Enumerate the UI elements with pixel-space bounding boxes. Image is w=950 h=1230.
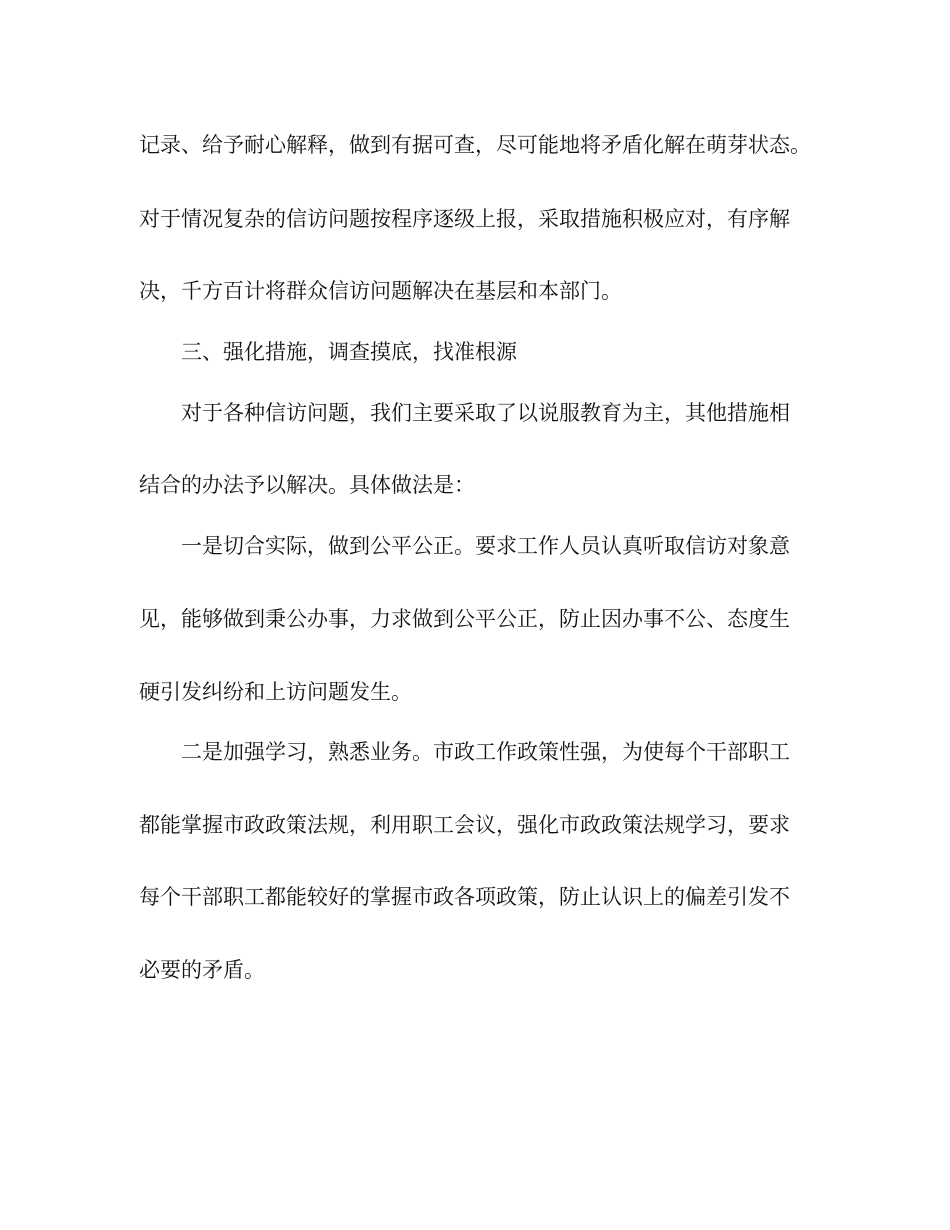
section-heading: 三、强化措施，调查摸底，找准根源 [181, 340, 517, 364]
text-line: 见，能够做到秉公办事，力求做到公平公正，防止因办事不公、态度生 [139, 607, 790, 631]
text-line: 每个干部职工都能较好的掌握市政各项政策，防止认识上的偏差引发不 [139, 885, 790, 909]
text-line: 一是切合实际，做到公平公正。要求工作人员认真听取信访对象意 [181, 534, 790, 558]
text-line: 必要的矛盾。 [139, 958, 265, 982]
text-line: 决，千方百计将群众信访问题解决在基层和本部门。 [139, 279, 622, 303]
text-line: 对于情况复杂的信访问题按程序逐级上报，采取措施积极应对，有序解 [139, 207, 790, 231]
text-line: 对于各种信访问题，我们主要采取了以说服教育为主，其他措施相 [181, 401, 790, 425]
text-line: 结合的办法予以解决。具体做法是： [139, 473, 475, 497]
text-line: 记录、给予耐心解释，做到有据可查，尽可能地将矛盾化解在萌芽状态。 [139, 133, 811, 157]
text-line: 硬引发纠纷和上访问题发生。 [139, 680, 412, 704]
text-line: 都能掌握市政政策法规，利用职工会议，强化市政政策法规学习，要求 [139, 813, 790, 837]
text-line: 二是加强学习，熟悉业务。市政工作政策性强，为使每个干部职工 [181, 740, 790, 764]
